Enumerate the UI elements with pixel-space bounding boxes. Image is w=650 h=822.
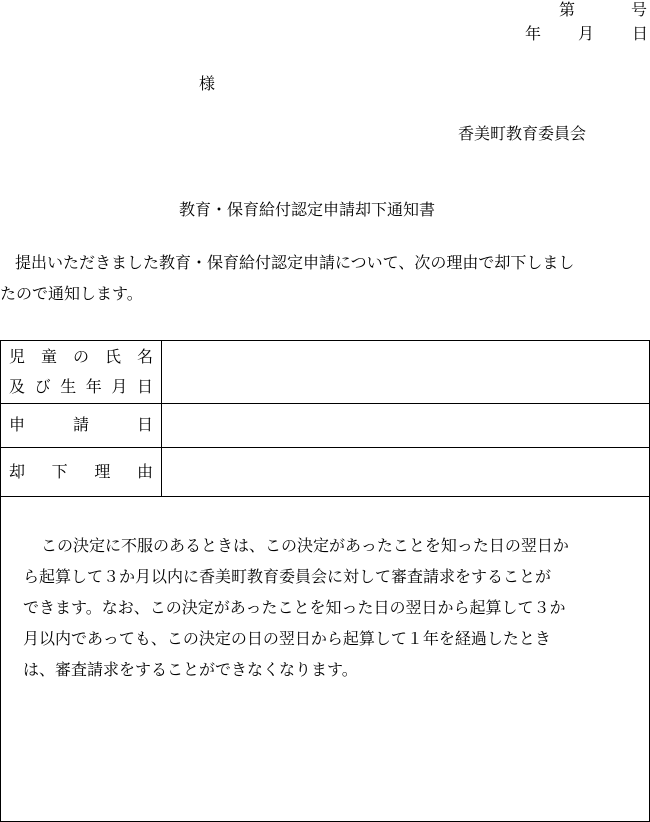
issuer-name: 香美町教育委員会 [458,124,587,143]
row-divider [1,496,649,497]
rejection-reason-label: 却 下 理 由 [9,462,153,481]
body-text-line-1: 提出いただきました教育・保育給付認定申請について、次の理由で却下しまし [15,253,575,272]
child-birthdate-label: 及 び 生 年 月 日 [9,377,153,396]
row-divider [1,403,649,404]
decision-table [0,340,650,822]
month-label: 月 [578,24,595,43]
number-prefix-label: 第 [559,0,576,19]
application-date-label: 申 請 日 [9,415,153,434]
appeal-notice-line-3: できます。なお、この決定があったことを知った日の翌日から起算して３か [23,598,566,617]
column-divider [161,341,162,496]
recipient-honorific: 様 [199,74,216,93]
appeal-notice-line-2: ら起算して３か月以内に香美町教育委員会に対して審査請求をすることが [23,567,552,586]
number-suffix-label: 号 [631,0,648,19]
document-title: 教育・保育給付認定申請却下通知書 [179,200,436,219]
child-name-label: 児 童 の 氏 名 [9,347,153,366]
row-divider [1,447,649,448]
body-text-line-2: たので通知します。 [0,284,143,303]
day-label: 日 [632,24,649,43]
appeal-notice-line-4: 月以内であっても、この決定の日の翌日から起算して１年を経過したとき [23,629,551,648]
appeal-notice-line-1: この決定に不服のあるときは、この決定があったことを知った日の翌日か [41,536,569,555]
year-label: 年 [525,24,542,43]
appeal-notice-line-5: は、審査請求をすることができなくなります。 [23,660,358,679]
